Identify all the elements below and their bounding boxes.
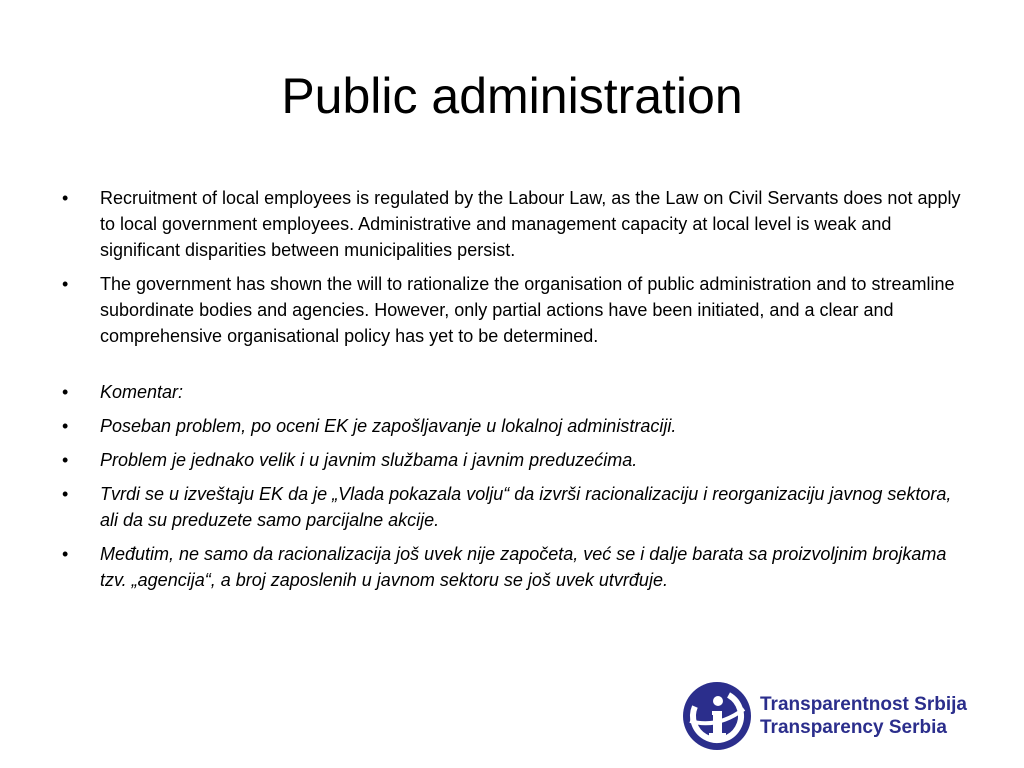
bullet-icon: • (62, 544, 69, 564)
slide-title: Public administration (281, 68, 743, 124)
logo-text (760, 693, 967, 739)
bullet-icon: • (62, 416, 69, 436)
logo-line-serbian: Transparentnost Srbija (760, 694, 967, 715)
bullet-text: Poseban problem, po oceni EK je zapošljavanje u lokalnoj administraciji. (100, 416, 677, 436)
bullet-text: Tvrdi se u izveštaju EK da je „Vlada pokazala volju“ da izvrši racionalizaciju i reorganizaciju javnog sektora, ali da su preduzete samo parcijalne akcije. (100, 484, 952, 530)
bullet-item-tvrdi-se (62, 481, 962, 533)
bullet-item-medjutim (62, 541, 962, 593)
bullet-icon: • (62, 274, 69, 294)
bullet-item-recruitment (62, 185, 962, 263)
bullet-item-government-will (62, 271, 962, 349)
bullet-text: Međutim, ne samo da racionalizacija još uvek nije započeta, već se i dalje barata sa proizvoljnim brojkama tzv. „agencija“, a broj zaposlenih u javnom sektoru se još uvek utvrđuje. (100, 544, 947, 590)
bullet-text: The government has shown the will to rationalize the organisation of public administration and to streamline subordinate bodies and agencies. However, only partial actions have been initiated, and a clear and comprehensive organisational policy has yet to be determined. (100, 274, 955, 346)
bullet-item-problem-velik (62, 447, 962, 473)
transparency-serbia-logo (682, 680, 1012, 752)
bullet-icon: • (62, 188, 69, 208)
bullet-item-komentar (62, 379, 962, 405)
logo-line-english: Transparency Serbia (760, 717, 947, 738)
transparency-serbia-logo-icon (682, 681, 752, 751)
slide-content (62, 185, 962, 601)
bullet-text: Komentar: (100, 382, 184, 402)
bullet-item-poseban-problem (62, 413, 962, 439)
bullet-text: Recruitment of local employees is regulated by the Labour Law, as the Law on Civil Servants does not apply to local government employees. Administrative and management capacity at local level is weak and significant disparities between municipalities persist. (100, 188, 961, 260)
bullet-icon: • (62, 382, 69, 402)
bullet-list (62, 185, 962, 593)
bullet-text: Problem je jednako velik i u javnim službama i javnim preduzećima. (100, 450, 638, 470)
bullet-icon: • (62, 484, 69, 504)
bullet-icon: • (62, 450, 69, 470)
